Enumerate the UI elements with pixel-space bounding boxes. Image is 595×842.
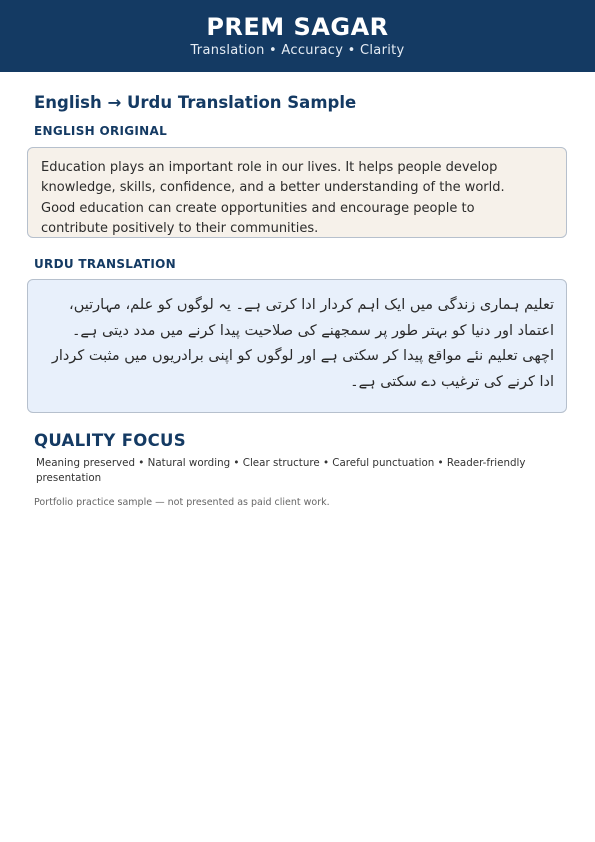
urdu-section-label: URDU TRANSLATION [34,257,176,271]
portfolio-footnote: Portfolio practice sample — not presented as paid client work. [34,497,330,508]
urdu-text: تعلیم ہماری زندگی میں ایک اہم کردار ادا کرتی ہے۔ یہ لوگوں کو علم، مہارتیں، اعتماد اور دنیا کو بہتر طور پر سمجھنے کی صلاحیت پیدا کرنے میں مدد دیتی ہے۔ اچھی تعلیم نئے مواقع پیدا کر سکتی ہے اور لوگوں کو اپنی برادریوں میں مثبت کردار ادا کرنے کی ترغیب دے سکتی ہے۔ [51,297,554,390]
urdu-translation-box [27,279,567,413]
quality-focus-items: Meaning preserved • Natural wording • Clear structure • Careful punctuation • Reader-friendly presentation [36,457,526,484]
tagline: Translation • Accuracy • Clarity [190,43,405,58]
translator-name: PREM SAGAR [206,13,389,41]
quality-focus-heading: QUALITY FOCUS [34,431,186,450]
english-section-label: ENGLISH ORIGINAL [34,124,168,138]
document-title: English → Urdu Translation Sample [34,93,357,112]
english-original-box [27,147,567,238]
page-header [0,0,595,72]
english-text: Education plays an important role in our lives. It helps people develop knowledge, skills, confidence, and a better understanding of the world. Good education can create opportunities and encourage people to contribute positively to their communities. [41,160,505,236]
